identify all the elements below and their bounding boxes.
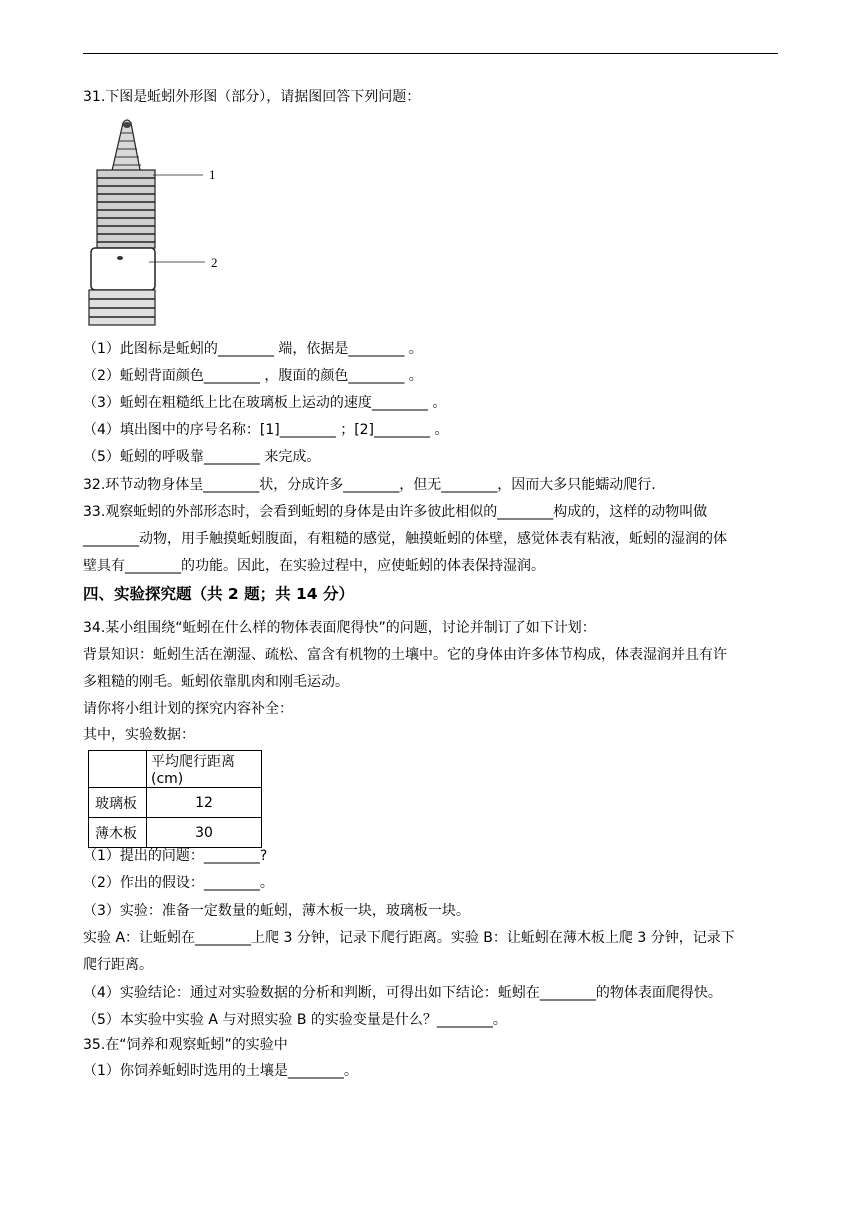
q34-item-1: （1）提出的问题：________? — [83, 848, 268, 864]
table-row — [89, 751, 262, 788]
q34-background-1: 背景知识：蚯蚓生活在潮湿、疏松、富含有机物的土壤中。它的身体由许多体节构成，体表湿润并且有许 — [83, 647, 727, 663]
q34-item-3-experiment: 实验 A：让蚯蚓在________上爬 3 分钟，记录下爬行距离。实验 B：让蚯蚓在薄木板上爬 3 分钟，记录下 — [83, 930, 735, 946]
q34-item-3: （3）实验：准备一定数量的蚯蚓，薄木板一块，玻璃板一块。 — [83, 903, 470, 919]
table-row — [89, 788, 262, 818]
q31-item-1: （1）此图标是蚯蚓的________ 端，依据是________ 。 — [83, 341, 423, 357]
table-row-label: 薄木板 — [89, 818, 147, 848]
table-row-label: 玻璃板 — [89, 788, 147, 818]
q33-line-3: 壁具有________的功能。因此，在实验过程中，应使蚯蚓的体表保持湿润。 — [83, 558, 545, 574]
q34-intro: 34.某小组围绕“蚯蚓在什么样的物体表面爬得快”的问题，讨论并制订了如下计划： — [83, 620, 596, 636]
earthworm-figure — [83, 115, 233, 327]
q34-item-5: （5）本实验中实验 A 与对照实验 B 的实验变量是什么？________。 — [83, 1012, 507, 1028]
table-header-distance: 平均爬行距离(cm) — [147, 751, 262, 788]
q31-item-2: （2）蚯蚓背面颜色________ ，腹面的颜色________ 。 — [83, 368, 423, 384]
section-heading: 四、实验探究题（共 2 题；共 14 分） — [83, 585, 354, 603]
q35-item-1: （1）你饲养蚯蚓时选用的土壤是________。 — [83, 1063, 358, 1079]
q34-item-3-continued: 爬行距离。 — [83, 957, 153, 973]
q31-item-5: （5）蚯蚓的呼吸靠________ 来完成。 — [83, 449, 321, 465]
q32-text: 32.环节动物身体呈________状，分成许多________，但无________，因而大多只能蠕动爬行. — [83, 477, 656, 493]
figure-label-1: 1 — [209, 167, 216, 182]
q31-item-4: （4）填出图中的序号名称：[1]________ ；[2]________ 。 — [83, 422, 449, 438]
q31-title: 31.下图是蚯蚓外形图（部分），请据图回答下列问题： — [83, 89, 421, 105]
figure-label-2: 2 — [211, 255, 218, 270]
experiment-data-table — [88, 750, 262, 848]
table-row — [89, 818, 262, 848]
q34-item-2: （2）作出的假设：________。 — [83, 875, 274, 891]
q31-item-3: （3）蚯蚓在粗糙纸上比在玻璃板上运动的速度________ 。 — [83, 395, 447, 411]
q33-line-2: ________动物，用手触摸蚯蚓腹面，有粗糙的感觉，触摸蚯蚓的体壁，感觉体表有粘液，蚯蚓的湿润的体 — [83, 531, 727, 547]
q34-prompt: 请你将小组计划的探究内容补全： — [83, 701, 293, 717]
q34-item-4: （4）实验结论：通过对实验数据的分析和判断，可得出如下结论：蚯蚓在________的物体表面爬得快。 — [83, 985, 722, 1001]
table-cell — [89, 751, 147, 788]
table-row-value: 12 — [147, 788, 262, 818]
q34-data-intro: 其中，实验数据： — [83, 727, 195, 743]
q33-line-1: 33.观察蚯蚓的外部形态时，会看到蚯蚓的身体是由许多彼此相似的________构成的，这样的动物叫做 — [83, 504, 708, 520]
header-rule — [83, 53, 778, 54]
q34-background-2: 多粗糙的刚毛。蚯蚓依靠肌肉和刚毛运动。 — [83, 674, 349, 690]
q35-intro: 35.在“饲养和观察蚯蚓”的实验中 — [83, 1037, 288, 1053]
table-row-value: 30 — [147, 818, 262, 848]
